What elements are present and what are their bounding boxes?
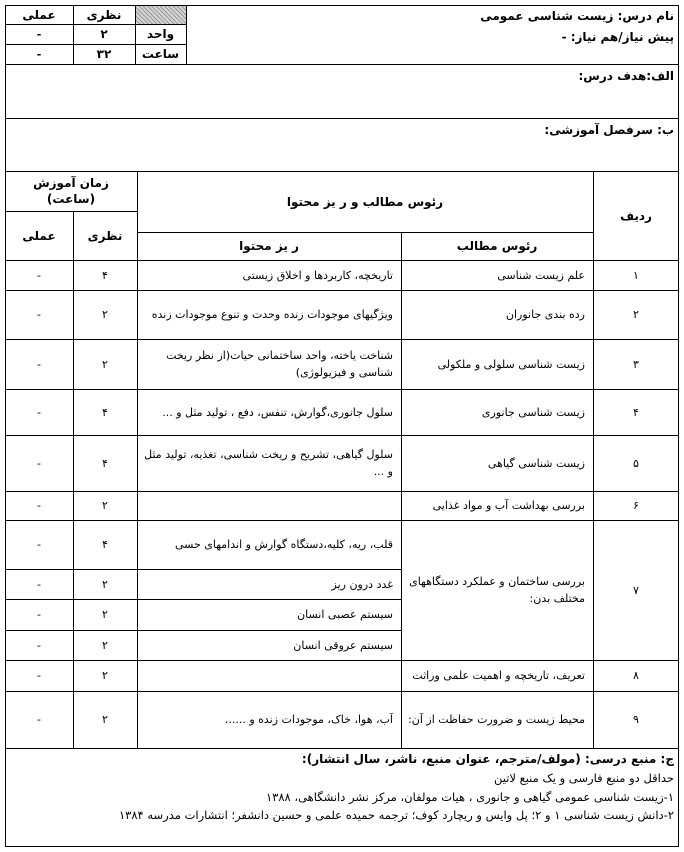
row-5-topic: زیست شناسی گیاهی <box>487 456 585 470</box>
head-sub-content: ر یز محتوا <box>239 239 299 253</box>
head-time-unit: (ساعت) <box>46 192 96 206</box>
row-3-content: شناخت یاخته، واحد ساختمانی حیات(از نظر ریخت شناسی و فیزیولوژی) <box>166 349 393 379</box>
row-5-practical: - <box>37 456 41 470</box>
sources-title: ج: منبع درسی: (مولف/مترجم، عنوان منبع، ناشر، سال انتشار): <box>301 752 674 766</box>
head-time <box>5 175 137 207</box>
row-7-sub-2-content: غدد درون ریز <box>331 577 393 591</box>
row-7-no: ۷ <box>633 583 639 597</box>
row-6-no: ۶ <box>633 499 639 512</box>
row-7-sub-2-theory: ۲ <box>102 577 108 591</box>
row-1-topic: علم زیست شناسی <box>497 268 585 282</box>
head-row-no: ردیف <box>620 208 652 223</box>
header-col-practical: عملی <box>22 7 56 22</box>
goal-title: الف:هدف درس: <box>578 69 674 83</box>
hours-label: ساعت <box>141 47 180 61</box>
head-time-label: زمان آموزش <box>33 176 109 190</box>
units-label: واحد <box>146 27 175 41</box>
row-1-content: تاریخچه، کاربردها و اخلاق زیستی <box>242 268 393 282</box>
row-8-practical: - <box>37 669 41 682</box>
row-7-sub-3-practical: - <box>37 608 41 621</box>
row-3-no: ۳ <box>633 357 639 371</box>
row-2-topic: رده بندی جانوران <box>505 308 585 321</box>
row-6-practical: - <box>37 499 41 512</box>
syllabus-title: ب: سرفصل آموزشی: <box>544 123 674 137</box>
head-practical: عملی <box>22 228 56 243</box>
row-7-sub-2-practical: - <box>37 577 41 591</box>
header-shaded-cell <box>135 6 186 24</box>
units-practical: - <box>36 27 42 41</box>
course-name: نام درس: زیست شناسی عمومی <box>480 9 674 23</box>
row-7-sub-1-practical: - <box>37 538 41 551</box>
head-topics: رئوس مطالب و ر یز محتوا <box>286 194 444 209</box>
row-9-no: ۹ <box>633 713 639 726</box>
row-7-sub-3-theory: ۲ <box>102 608 108 621</box>
row-1-no: ۱ <box>633 268 639 282</box>
row-5-theory: ۴ <box>102 456 108 470</box>
head-theory: نظری <box>87 228 123 243</box>
row-5-no: ۵ <box>633 456 639 470</box>
row-3-theory: ۲ <box>102 357 108 371</box>
row-4-practical: - <box>37 405 41 419</box>
units-theory: ۲ <box>100 27 108 41</box>
row-6-topic: بررسی بهداشت آب و مواد غذایی <box>432 499 585 512</box>
row-9-content: آب، هوا، خاک، موجودات زنده و ...... <box>224 713 393 726</box>
sources-line-1: حداقل دو منبع فارسی و یک منبع لاتین <box>493 771 674 785</box>
row-2-no: ۲ <box>633 308 639 321</box>
row-8-theory: ۲ <box>102 669 108 682</box>
row-8-content <box>137 660 401 691</box>
hours-practical: - <box>36 47 42 61</box>
row-7-sub-1-theory: ۴ <box>102 538 108 551</box>
row-1-practical: - <box>37 268 41 282</box>
row-4-topic: زیست شناسی جانوری <box>481 405 585 419</box>
header-col-theory: نظری <box>86 7 122 22</box>
row-2-practical: - <box>37 308 41 321</box>
row-9-theory: ۲ <box>102 713 108 726</box>
row-2-theory: ۲ <box>102 308 108 321</box>
row-5-content: سلول گیاهی، تشریح و ریخت شناسی، تغذیه، تولید مثل و ... <box>144 448 393 478</box>
prerequisite: پیش نیاز/هم نیاز: - <box>561 30 674 44</box>
head-main-topics: رئوس مطالب <box>456 239 538 253</box>
row-7-sub-4-practical: - <box>37 638 41 652</box>
row-4-theory: ۴ <box>102 405 108 419</box>
row-7-sub-3-content: سیستم عصبی انسان <box>297 608 393 621</box>
row-3-topic: زیست شناسی سلولی و ملکولی <box>437 357 585 371</box>
row-6-theory: ۲ <box>102 499 108 512</box>
row-4-no: ۴ <box>633 405 639 419</box>
row-7-sub-4-theory: ۲ <box>102 638 108 652</box>
row-6-content <box>137 491 401 520</box>
row-1-theory: ۴ <box>102 268 108 282</box>
row-9-practical: - <box>37 713 41 726</box>
row-8-topic: تعریف، تاریخچه و اهمیت علمی وراثت <box>412 669 585 682</box>
sources-line-3: ۲-دانش زیست شناسی ۱ و ۲؛ پل وایس و ریچارد کوف؛ ترجمه حمیده علمی و حسین دانشفر؛ انتشارات مدرسه ۱۳۸۴ <box>118 808 674 822</box>
row-7-sub-1-content: قلب، ریه، کلیه،دستگاه گوارش و اندامهای حسی <box>174 538 393 551</box>
row-7-topic: بررسی ساختمان و عملکرد دستگاههای مختلف بدن: <box>409 575 585 605</box>
row-7-sub-4-content: سیستم عروقی انسان <box>293 638 393 652</box>
row-2-content: ویژگیهای موجودات زنده وحدت و تنوع موجودات زنده <box>151 308 393 321</box>
sources-line-2: ۱-زیست شناسی عمومی گیاهی و جانوری ، هیات مولفان، مرکز نشر دانشگاهی، ۱۳۸۸ <box>266 790 674 804</box>
row-8-no: ۸ <box>633 669 639 682</box>
row-9-topic: محیط زیست و ضرورت حفاظت از آن: <box>408 713 585 726</box>
row-3-practical: - <box>37 357 41 371</box>
hours-theory: ۳۲ <box>96 47 112 61</box>
row-4-content: سلول جانوری،گوارش، تنفس، دفع ، تولید مثل و ... <box>162 405 393 419</box>
